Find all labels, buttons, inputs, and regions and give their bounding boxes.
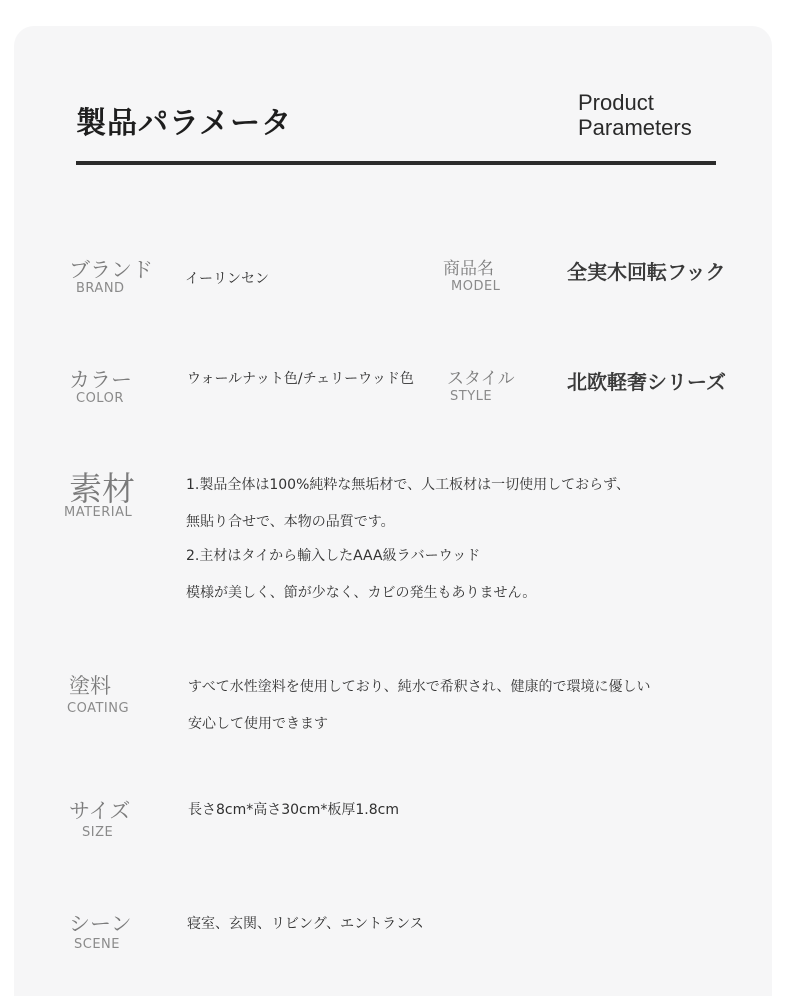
color-label (69, 368, 132, 406)
brand-value: イーリンセン (185, 271, 269, 287)
material-line-4: 模様が美しく、節が少なく、カビの発生もありません。 (186, 585, 537, 601)
size-label-en: SIZE (82, 825, 114, 840)
page-title-english (578, 90, 692, 140)
size-label (69, 799, 130, 840)
color-value: ウォールナット色/チェリーウッド色 (187, 371, 414, 387)
coating-label-en: COATING (67, 701, 130, 716)
style-label-ja: スタイル (447, 369, 515, 389)
brand-label-ja: ブランド (69, 258, 153, 282)
coating-line-2: 安心して使用できます (188, 716, 328, 732)
size-value: 長さ8cm*高さ30cm*板厚1.8cm (188, 802, 399, 818)
page-title: 製品パラメータ (76, 106, 293, 141)
style-value: 北欧軽奢シリーズ (567, 370, 726, 394)
material-line-1: 1.製品全体は100%純粋な無垢材で、人工板材は一切使用しておらず、 (186, 477, 630, 493)
model-value: 全実木回転フック (567, 260, 726, 284)
coating-label (67, 674, 129, 716)
style-label (447, 368, 515, 404)
scene-label (69, 912, 132, 952)
scene-label-en: SCENE (74, 937, 120, 952)
title-en-line-2: Parameters (578, 115, 692, 140)
style-label-en: STYLE (450, 389, 493, 404)
scene-value: 寝室、玄関、リビング、エントランス (187, 916, 424, 932)
header-divider (76, 161, 716, 165)
brand-label (69, 258, 153, 296)
material-line-2: 無貼り合せで、本物の品質です。 (186, 514, 395, 530)
scene-label-ja: シーン (69, 912, 132, 936)
material-label-en: MATERIAL (64, 505, 133, 520)
color-label-en: COLOR (76, 391, 124, 406)
color-label-ja: カラー (69, 368, 132, 392)
model-label-en: MODEL (451, 279, 501, 294)
coating-label-ja: 塗料 (69, 674, 111, 698)
size-label-ja: サイズ (69, 799, 131, 823)
material-label (64, 469, 135, 520)
model-label (443, 258, 500, 294)
coating-line-1: すべて水性塗料を使用しており、純水で希釈され、健康的で環境に優しい (188, 679, 651, 695)
brand-label-en: BRAND (76, 281, 125, 296)
model-label-ja: 商品名 (443, 259, 494, 279)
title-en-line-1: Product (578, 90, 654, 115)
material-line-3: 2.主材はタイから輸入したAAA級ラバーウッド (186, 548, 481, 564)
material-label-ja: 素材 (69, 469, 135, 508)
